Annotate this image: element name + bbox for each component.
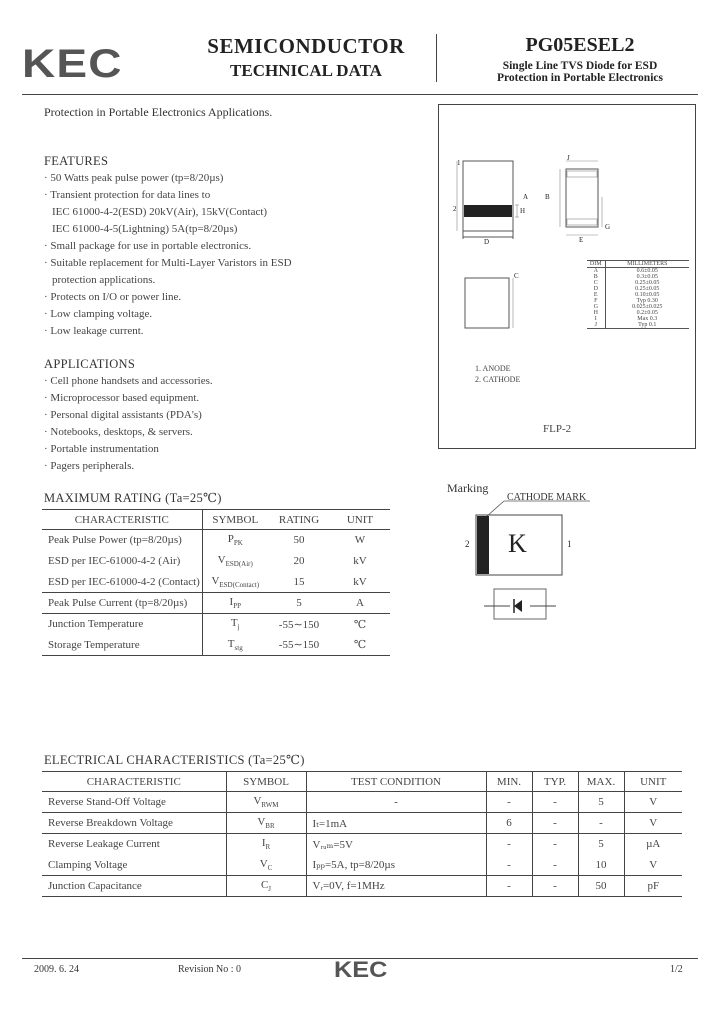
elec-header: SYMBOL [226,772,306,792]
application-item: · Microprocessor based equipment. [44,392,200,404]
table-row [42,834,682,855]
unit-cell: ℃ [353,639,367,652]
unit-cell: kV [353,555,367,567]
table-row [42,876,682,897]
min-cell: - [486,834,532,855]
max-rating-header: SYMBOL [202,510,268,530]
pin-legend-cathode: 2. CATHODE [475,375,521,384]
pin-legend [475,363,520,385]
rating-cell: -55∼150 [278,618,320,631]
feature-item: · Low leakage current. [44,325,144,337]
symbol-sub: PK [233,539,243,548]
char-cell: Junction Capacitance [42,876,226,897]
dim-cell: B [587,274,605,280]
application-item: · Pagers peripherals. [44,460,135,472]
side-view-body [566,169,598,227]
pkg-label-pin2: 2 [453,205,457,213]
elec-header: TEST CONDITION [306,772,486,792]
dim-header: MILLIMETERS [627,261,668,267]
unit-cell: kV [353,575,367,588]
feature-item: · Transient protection for data lines to [44,189,211,201]
min-cell: - [486,876,532,897]
header-divider [436,34,437,82]
subtitle-line-1: Single Line TVS Diode for ESD [502,60,658,72]
pkg-label-a: A [523,193,529,201]
symbol-sub: BR [265,822,275,831]
char-cell: Junction Temperature [42,614,202,635]
unit-cell: V [649,796,658,808]
symbol: I [261,837,266,850]
symbol: V [259,857,268,870]
pkg-label-j: J [567,154,570,162]
max-cell: 50 [578,876,624,897]
table-row [42,813,682,834]
dim-cell: G [587,304,605,310]
dim-cell: 0.3±0.05 [636,274,658,280]
feature-item: · 50 Watts peak pulse power (tp=8/20µs) [44,172,224,184]
symbol-sub: R [265,843,271,852]
subtitle-line-2: Protection in Portable Electronics [497,72,663,84]
marking-title: Marking [447,481,489,495]
applications-title: APPLICATIONS [44,357,136,371]
dim-cell: 0.10±0.05 [635,292,660,298]
symbol-sub: RWM [261,801,279,810]
footer-page: 1/2 [670,964,683,975]
unit-cell: µA [646,838,661,851]
unit-cell: A [356,597,364,609]
table-row [42,792,682,813]
symbol: T [227,637,235,650]
char-cell: Peak Pulse Power (tp=8/20µs) [42,530,202,551]
dim-cell: D [587,286,605,292]
marking-drawing [474,495,594,635]
max-rating-header: CHARACTERISTIC [42,510,202,530]
unit-cell: W [354,534,366,547]
application-item: · Cell phone handsets and accessories. [44,375,213,387]
table-row [42,551,390,572]
dim-cell: Max 0.3 [637,316,658,322]
symbol-cell [226,855,306,876]
dim-cell: I [587,316,605,322]
application-item: · Portable instrumentation [44,443,159,455]
feature-item: IEC 61000-4-5(Lightning) 5A(tp=8/20µs) [52,223,238,235]
cond-cell: Iₜ=1mA [306,813,486,834]
rating-cell: 5 [296,597,302,609]
bottom-view-body [465,278,509,328]
symbol-cell [226,834,306,855]
symbol-cell [202,530,268,551]
table-row [42,572,390,593]
feature-item: · Protects on I/O or power line. [44,291,182,303]
symbol-cell [202,572,268,593]
application-item: · Personal digital assistants (PDA's) [44,409,202,421]
dim-cell: A [587,268,605,275]
elec-header: MAX. [578,772,624,792]
typ-cell: - [532,834,578,855]
cond-cell: Iₚₚ=5A, tp=8/20µs [306,855,486,876]
part-subtitle [445,60,715,84]
pkg-label-g: G [605,223,611,231]
symbol-cell [202,593,268,614]
pkg-label-pin1: 1 [457,159,461,167]
cathode-mark-label: CATHODE MARK [507,492,587,503]
marking-pin-left: 2 [465,539,470,549]
max-cell: 10 [578,855,624,876]
symbol-sub: ESD(Contact) [219,580,260,589]
typ-cell: - [532,792,578,813]
symbol-sub: PP [233,602,241,611]
max-cell: 5 [578,792,624,813]
symbol-cell [226,813,306,834]
elec-header: UNIT [624,772,682,792]
feature-item: · Low clamping voltage. [44,308,153,320]
symbol-cell [202,551,268,572]
dim-cell: C [587,280,605,286]
pkg-label-e: E [579,236,584,244]
semiconductor-heading: SEMICONDUCTOR [207,34,405,58]
elec-header: TYP. [532,772,578,792]
rating-cell: 50 [293,534,305,547]
char-cell: Storage Temperature [42,635,202,656]
min-cell: - [486,855,532,876]
dim-cell: Typ 0.1 [638,322,657,328]
symbol: I [229,595,234,608]
unit-cell: V [649,817,658,829]
elec-header: MIN. [486,772,532,792]
dimension-table [587,260,689,329]
features-title: FEATURES [44,154,109,168]
symbol-cell [202,614,268,635]
symbol-cell [202,635,268,656]
pkg-label-h: H [520,207,526,215]
feature-item: IEC 61000-4-2(ESD) 20kV(Air), 15kV(Contact) [52,206,268,218]
pkg-label-b: B [545,193,550,201]
elec-char-title: ELECTRICAL CHARACTERISTICS (Ta=25℃) [44,753,305,767]
cond-cell: - [306,792,486,813]
char-cell: ESD per IEC-61000-4-2 (Air) [42,551,202,572]
dim-cell: E [587,292,605,298]
elec-header: CHARACTERISTIC [42,772,226,792]
dim-cell: 0.2±0.05 [636,310,658,316]
dim-cell: 0.25±0.05 [635,280,660,286]
dim-cell: H [587,310,605,316]
marking-letter: K [508,529,527,558]
rating-cell: 15 [293,575,305,588]
max-rating-title: MAXIMUM RATING (Ta=25℃) [44,491,222,505]
symbol-sub: stg [234,643,243,652]
symbol-sub: J [268,885,272,894]
char-cell: Clamping Voltage [42,855,226,876]
package-outline-box [438,104,696,449]
features-list [44,170,292,340]
dim-cell: Typ 0.30 [636,298,658,304]
char-cell: Reverse Stand-Off Voltage [42,792,226,813]
max-rating-header: UNIT [330,510,390,530]
char-cell: ESD per IEC-61000-4-2 (Contact) [42,572,202,593]
technical-data-heading: TECHNICAL DATA [230,61,382,80]
package-name: FLP-2 [543,423,572,435]
pkg-label-d: D [484,238,490,246]
marking-pin-right: 1 [567,539,572,549]
max-cell: - [578,813,624,834]
symbol-sub: ESD(Air) [225,560,253,569]
top-view-body [463,161,513,231]
symbol: T [230,617,238,630]
pin-legend-anode: 1. ANODE [475,364,511,373]
symbol: V [217,553,226,566]
symbol-sub: C [267,863,273,872]
rating-cell: -55∼150 [278,639,320,652]
dim-cell: 0.025±0.025 [632,304,663,310]
intro-text: Protection in Portable Electronics Applications. [44,105,273,119]
max-rating-table [42,509,390,656]
feature-item: protection applications. [52,274,156,286]
cond-cell: Vᵣᵤₘ=5V [306,834,486,855]
dim-cell: J [587,322,605,329]
marking-cathode-band [477,516,489,574]
table-row [42,530,390,551]
symbol: P [227,533,234,546]
pkg-label-c: C [514,272,519,280]
table-row [42,635,390,656]
max-cell: 5 [578,834,624,855]
elec-char-table [42,771,682,897]
symbol: V [211,574,220,587]
typ-cell: - [532,876,578,897]
kec-logo: KEC [22,42,123,86]
dim-cell: F [587,298,605,304]
feature-item: · Small package for use in portable electronics. [44,240,252,252]
cathode-band [464,205,512,217]
min-cell: - [486,792,532,813]
table-row [42,614,390,635]
unit-cell: pF [647,880,660,892]
symbol: V [257,815,266,828]
footer-logo: KEC [334,957,388,982]
char-cell: Reverse Breakdown Voltage [42,813,226,834]
typ-cell: - [532,855,578,876]
symbol: C [260,878,269,891]
rating-cell: 20 [293,555,305,567]
dim-cell: 0.6±0.05 [636,268,658,274]
dim-cell: 0.25±0.05 [635,286,660,292]
char-cell: Peak Pulse Current (tp=8/20µs) [42,593,202,614]
footer-date: 2009. 6. 24 [34,964,79,975]
table-row [42,855,682,876]
symbol-cell [226,876,306,897]
dim-header: DIM [587,261,605,268]
cond-cell: Vᵣ=0V, f=1MHz [306,876,486,897]
part-number: PG05ESEL2 [525,34,635,56]
applications-list [44,373,213,475]
symbol: V [253,794,262,807]
header-rule [22,94,698,95]
feature-item: · Suitable replacement for Multi-Layer Varistors in ESD [44,257,292,269]
max-rating-header: RATING [268,510,330,530]
application-item: · Notebooks, desktops, & servers. [44,426,193,438]
table-row [42,593,390,614]
unit-cell: V [649,858,658,871]
footer-revision: Revision No : 0 [178,964,242,975]
symbol-sub: j [237,623,240,632]
min-cell: 6 [486,813,532,834]
unit-cell: ℃ [353,618,367,631]
diode-triangle [514,600,522,612]
char-cell: Reverse Leakage Current [42,834,226,855]
symbol-cell [226,792,306,813]
typ-cell: - [532,813,578,834]
